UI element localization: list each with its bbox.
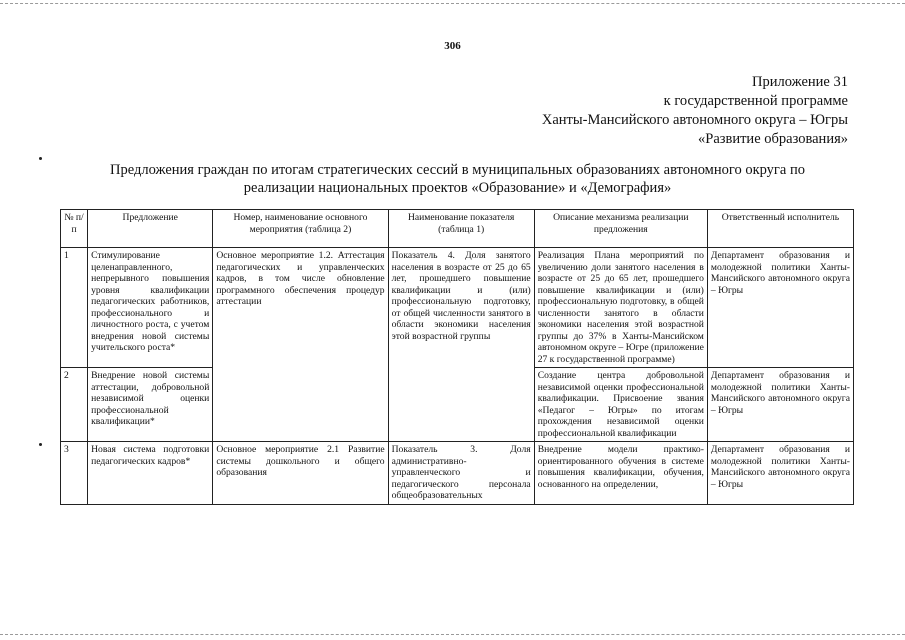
header-mechanism: Описание механизма реализации предложения bbox=[534, 210, 707, 248]
proposal-cell: Стимулирование целенаправленного, непрерывного повышения уровня квалификации педагогических работников, профессионального и личностного роста, с учетом внедрения новой системы учительского роста* bbox=[88, 248, 213, 368]
document-title bbox=[60, 161, 855, 197]
row-number: 3 bbox=[61, 442, 88, 505]
scan-edge-bottom bbox=[0, 634, 905, 635]
proposals-table bbox=[60, 209, 854, 505]
page-number: 306 bbox=[444, 40, 461, 52]
scan-speck bbox=[39, 443, 42, 446]
appendix-line-4: «Развитие образования» bbox=[698, 131, 848, 147]
proposal-cell: Новая система подготовки педагогических кадров* bbox=[88, 442, 213, 505]
indicator-cell: Показатель 4. Доля занятого населения в возрасте от 25 до 65 лет, прошедшего повышение квалификации и (или) профессиональную подготовку, от общей численности занятого в области экономики населения этой возрастной группы bbox=[388, 248, 534, 442]
scan-speck bbox=[39, 157, 42, 160]
mechanism-cell: Реализация Плана мероприятий по увеличению доли занятого населения в возрасте от 25 до 65 лет, прошедшего повышение квалификации и (или) профессиональную подготовку, в общей численности занятого в области экономики населения этой возрастной группы до 37% в Ханты-Мансийском автономном округе – Югре (приложение 27 к государственной программе) bbox=[534, 248, 707, 368]
indicator-cell: Показатель 3. Доля административно-управленческого и педагогического персонала общеобразовательных bbox=[388, 442, 534, 505]
mechanism-cell: Создание центра добровольной независимой оценки профессиональной квалификации. Присвоение звания «Педагог – Югры» по итогам прохождения независимой оценки профессиональной квалификации bbox=[534, 368, 707, 442]
header-responsible: Ответственный исполнитель bbox=[707, 210, 853, 248]
header-measure: Номер, наименование основного мероприятия (таблица 2) bbox=[213, 210, 388, 248]
responsible-cell: Департамент образования и молодежной политики Ханты-Мансийского автономного округа – Югры bbox=[707, 442, 853, 505]
appendix-line-2: к государственной программе bbox=[663, 93, 848, 109]
measure-cell: Основное мероприятие 2.1 Развитие системы дошкольного и общего образования bbox=[213, 442, 388, 505]
header-proposal: Предложение bbox=[88, 210, 213, 248]
responsible-cell: Департамент образования и молодежной политики Ханты-Мансийского автономного округа – Югры bbox=[707, 248, 853, 368]
appendix-header bbox=[542, 73, 848, 149]
mechanism-cell: Внедрение модели практико-ориентированного обучения в системе повышения квалификации, обучения, основанного на определении, bbox=[534, 442, 707, 505]
row-number: 1 bbox=[61, 248, 88, 368]
header-number: № п/п bbox=[61, 210, 88, 248]
scan-edge-top bbox=[0, 3, 905, 4]
table-header-row bbox=[61, 210, 854, 248]
measure-cell: Основное мероприятие 1.2. Аттестация педагогических и управленческих кадров, в том числе обновление программного обеспечения процедур аттестации bbox=[213, 248, 388, 442]
responsible-cell: Департамент образования и молодежной политики Ханты-Мансийского автономного округа – Югры bbox=[707, 368, 853, 442]
appendix-line-1: Приложение 31 bbox=[752, 74, 848, 90]
table-row bbox=[61, 248, 854, 368]
row-number: 2 bbox=[61, 368, 88, 442]
header-indicator: Наименование показателя (таблица 1) bbox=[388, 210, 534, 248]
proposal-cell: Внедрение новой системы аттестации, добровольной независимой оценки профессиональной квалификации* bbox=[88, 368, 213, 442]
document-title-line-2: реализации национальных проектов «Образование» и «Демография» bbox=[243, 180, 672, 196]
document-title-line-1: Предложения граждан по итогам стратегических сессий в муниципальных образованиях автономного округа по bbox=[110, 162, 805, 178]
appendix-line-3: Ханты-Мансийского автономного округа – Югры bbox=[541, 112, 848, 128]
table-row bbox=[61, 442, 854, 505]
